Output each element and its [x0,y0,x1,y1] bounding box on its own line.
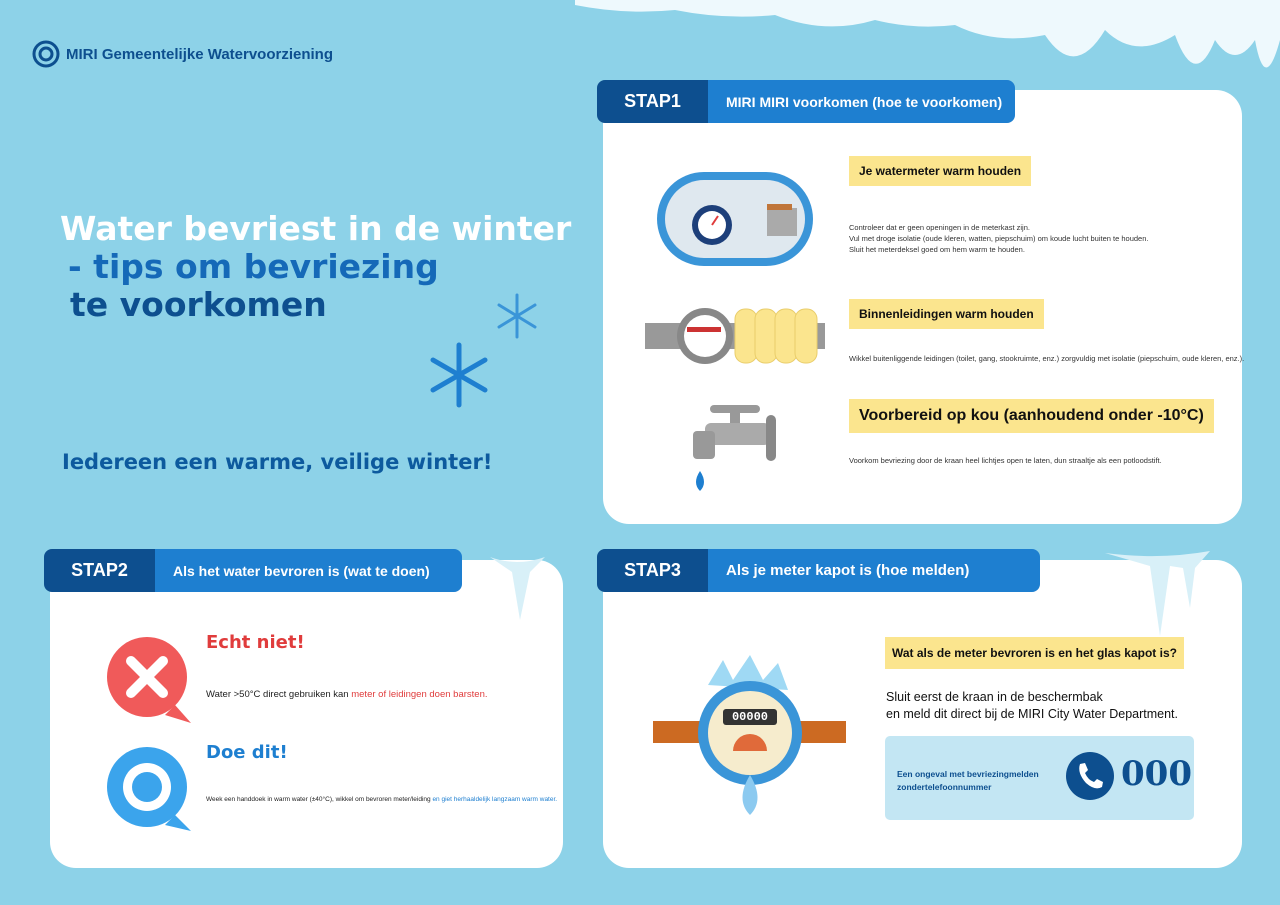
step1-item2-heading: Binnenleidingen warm houden [849,299,1044,329]
pipe-insulation-illustration [645,305,825,367]
dont-text [206,689,488,700]
dont-text-highlight: meter of leidingen doen barsten. [351,689,488,700]
step2-tab [44,549,462,592]
step2-number: STAP2 [44,549,155,592]
step1-item2-text: Wikkel buitenliggende leidingen (toilet, gang, stookruimte, enz.) zorgvuldig met isolatie (piepschuim, oude kleren, enz.). [849,354,1245,363]
do-text [206,796,557,803]
cross-icon [105,635,195,725]
text-line: Sluit het meterdeksel goed om hem warm te houden. [849,245,1025,254]
step2-label: Als het water bevroren is (wat te doen) [155,549,462,592]
hero-line-2: - tips om bevriezing [68,247,439,286]
brand-logo[interactable] [32,40,333,68]
text-line: en meld dit direct bij de MIRI City Water Department. [886,707,1178,721]
do-text-highlight: en giet herhaaldelijk langzaam warm water. [432,796,558,803]
snowflake-icon [425,290,540,410]
icicle-icon [490,552,545,622]
icicle-icon [1105,548,1215,638]
contact-box [885,736,1194,820]
step1-tab [597,80,1015,123]
text-line: Vul met droge isolatie (oude kleren, watten, piepschuim) om koude lucht buiten te houden. [849,234,1149,243]
meter-digits: 00000 [731,710,768,724]
phone-icon[interactable] [1065,751,1115,801]
step1-item1-heading: Je watermeter warm houden [849,156,1031,186]
step3-tab [597,549,1040,592]
faucet-illustration [690,403,780,495]
text-line: Sluit eerst de kraan in de beschermbak [886,690,1103,704]
step3-label: Als je meter kapot is (hoe melden) [708,549,1040,592]
text-line: Een ongeval met bevriezingmelden [897,769,1039,779]
text-line: zondertelefoonnummer [897,782,992,792]
meter-box-illustration [655,170,815,268]
text-line: Controleer dat er geen openingen in de meterkast zijn. [849,223,1030,232]
broken-meter-illustration [653,655,848,817]
step3-number: STAP3 [597,549,708,592]
step1-label: MIRI MIRI voorkomen (hoe te voorkomen) [708,80,1015,123]
water-logo-icon [32,40,60,68]
phone-number[interactable]: 000 [1121,754,1192,794]
step1-item3-heading: Voorbereid op kou (aanhoudend onder -10°C) [849,399,1214,433]
hero-line-1: Water bevriest in de winter [60,209,572,248]
dont-text-main: Water >50°C direct gebruiken kan [206,689,352,700]
hero-line-3: te voorkomen [70,285,327,324]
step3-heading: Wat als de meter bevroren is en het glas kapot is? [885,637,1184,669]
contact-text [897,768,1039,794]
step1-number: STAP1 [597,80,708,123]
dont-heading: Echt niet! [206,632,305,653]
do-text-main: Week een handdoek in warm water (±40°C), wikkel om bevroren meter/leiding [206,796,433,803]
step3-text [886,689,1178,723]
step1-item1-text [849,222,1148,255]
do-heading: Doe dit! [206,742,288,763]
slogan: Iedereen een warme, veilige winter! [62,450,493,474]
step1-item3-text: Voorkom bevriezing door de kraan heel lichtjes open te laten, dun straaltje als een potloodstift. [849,456,1162,465]
circle-ok-icon [105,745,195,835]
brand-name: MIRI Gemeentelijke Watervoorziening [66,45,334,63]
